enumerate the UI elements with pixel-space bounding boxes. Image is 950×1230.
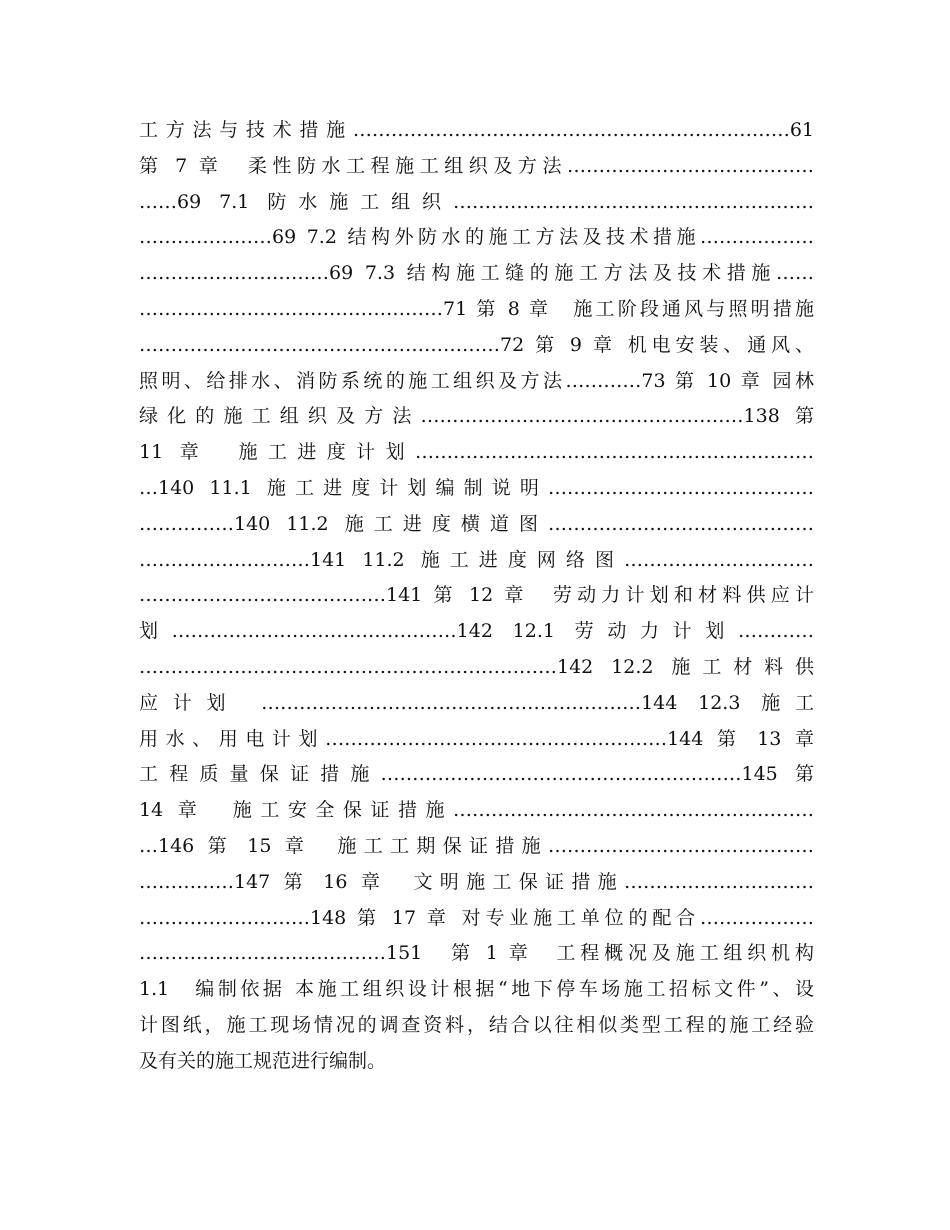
text-line: …………………………………151 第 1 章 工程概况及施工组织机构 xyxy=(139,942,814,965)
text-line: …………………69 7.2 结构外防水的施工方法及技术措施……………… xyxy=(139,226,814,249)
text-line: ………………………148 第 17 章 对专业施工单位的配合……………… xyxy=(139,906,814,929)
text-line: ……………140 11.2 施工进度横道图…………………………………… xyxy=(139,512,814,535)
text-line: ……69 7.1 防水施工组织………………………………………………… xyxy=(139,190,814,213)
text-line: 计图纸，施工现场情况的调查资料，结合以往相似类型工程的施工经验 xyxy=(139,1013,814,1036)
text-line: …………………………………………71 第 8 章 施工阶段通风与照明措施 xyxy=(139,297,814,320)
text-line: ……………147 第 16 章 文明施工保证措施………………………… xyxy=(139,870,814,893)
text-line: 1.1 编制依据 本施工组织设计根据“地下停车场施工招标文件”、设 xyxy=(139,978,814,1001)
text-line: ………………………141 11.2 施工进度网络图………………………… xyxy=(139,548,814,571)
text-line: 用水、用电计划………………………………………………144 第 13 章 xyxy=(139,727,814,750)
toc-text-block xyxy=(139,113,814,1080)
text-line: …………………………………141 第 12 章 劳动力计划和材料供应计 xyxy=(139,584,814,607)
text-line: …………………………………………………………142 12.2 施工材料供 xyxy=(139,655,814,678)
text-line: …146 第 15 章 施工工期保证措施…………………………………… xyxy=(139,834,814,857)
text-line: 照明、给排水、消防系统的施工组织及方法…………73 第 10 章 园林 xyxy=(139,369,814,392)
text-line: 应计划 ……………………………………………………144 12.3 施工 xyxy=(139,691,814,714)
text-line: 11 章 施工进度计划……………………………………………………… xyxy=(139,441,814,464)
text-line: …140 11.1 施工进度计划编制说明…………………………………… xyxy=(139,476,814,499)
text-line: 14 章 施工安全保证措施………………………………………………… xyxy=(139,799,814,822)
text-line: 绿化的施工组织及方法……………………………………………138 第 xyxy=(139,405,814,428)
text-line: …………………………69 7.3 结构施工缝的施工方法及技术措施…… xyxy=(139,262,814,285)
text-line: 划………………………………………142 12.1 劳动力计划………… xyxy=(139,620,814,643)
text-line: 及有关的施工规范进行编制。 xyxy=(139,1049,387,1072)
text-line: …………………………………………………72 第 9 章 机电安装、通风、 xyxy=(139,333,814,356)
text-line: 工方法与技术措施……………………………………………………………61 xyxy=(139,119,814,141)
text-line: 工程质量保证措施…………………………………………………145 第 xyxy=(139,763,814,786)
text-line: 第 7 章 柔性防水工程施工组织及方法………………………………… xyxy=(139,154,814,177)
